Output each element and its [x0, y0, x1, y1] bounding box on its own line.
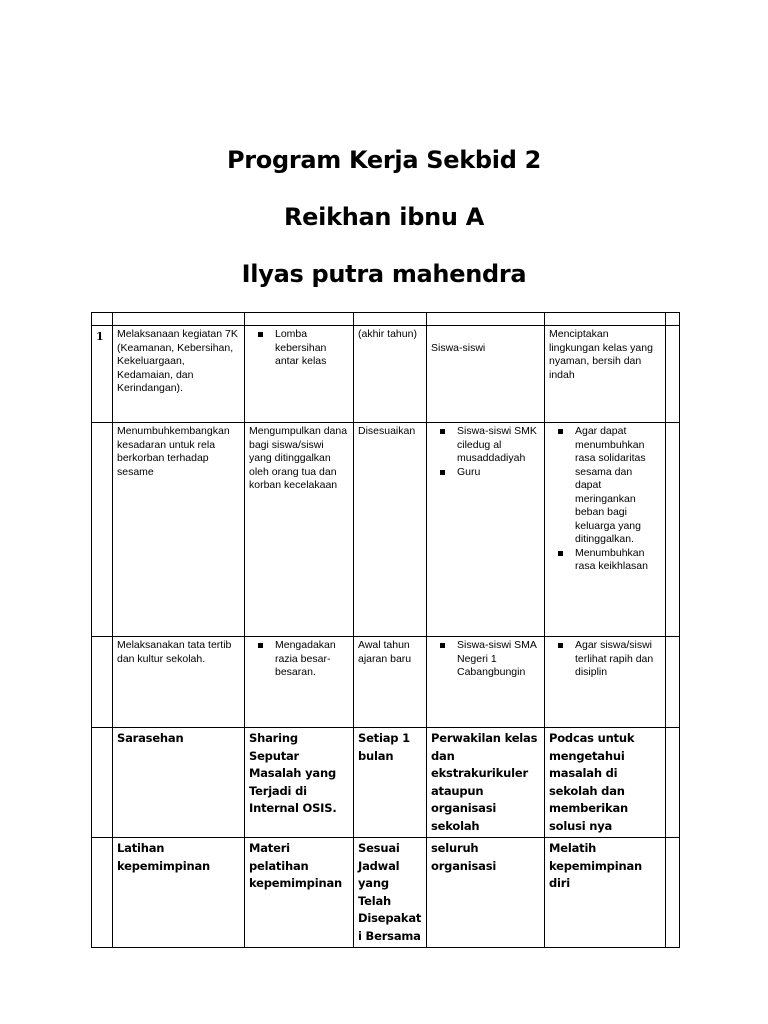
waktu-cell: Awal tahun ajaran baru — [354, 637, 427, 728]
row-number — [92, 637, 113, 728]
sasaran-cell: Siswa-siswi — [427, 326, 545, 423]
table-cell — [666, 637, 680, 728]
table-cell — [666, 313, 680, 326]
table-cell — [545, 313, 666, 326]
table-cell — [666, 838, 680, 948]
table-cell — [666, 326, 680, 423]
document-title: Program Kerja Sekbid 2 — [226, 146, 542, 174]
list-item: Siswa-siswi SMK ciledug al musaddadiyah — [457, 425, 540, 466]
table-row — [92, 728, 680, 838]
table-row — [92, 326, 680, 423]
tujuan-cell — [545, 637, 666, 728]
table-cell — [666, 728, 680, 838]
table-cell — [92, 313, 113, 326]
program-table — [91, 312, 680, 948]
tujuan-cell: Podcas untuk mengetahui masalah di sekolah dan memberikan solusi nya — [545, 728, 666, 838]
list-item: Guru — [457, 466, 540, 480]
table-cell — [113, 313, 245, 326]
bentuk-cell: Sharing Seputar Masalah yang Terjadi di Internal OSIS. — [245, 728, 354, 838]
table-cell — [245, 313, 354, 326]
table-cell — [666, 423, 680, 637]
tujuan-cell: Melatih kepemimpinan diri — [545, 838, 666, 948]
waktu-cell: Disesuaikan — [354, 423, 427, 637]
table-row — [92, 838, 680, 948]
kegiatan-cell: Menumbuhkembangkan kesadaran untuk rela berkorban terhadap sesame — [113, 423, 245, 637]
table-row — [92, 637, 680, 728]
author-name-2: Ilyas putra mahendra — [241, 260, 527, 288]
table-cell — [427, 313, 545, 326]
kegiatan-cell: Latihan kepemimpinan — [113, 838, 245, 948]
tujuan-cell — [545, 423, 666, 637]
bentuk-cell — [245, 637, 354, 728]
list-item: Agar siswa/siswi terlihat rapih dan disiplin — [575, 639, 661, 680]
row-number — [92, 423, 113, 637]
table-row — [92, 423, 680, 637]
bentuk-cell: Materi pelatihan kepemimpinan — [245, 838, 354, 948]
list-item: Menumbuhkan rasa keikhlasan — [575, 547, 661, 574]
row-number — [92, 728, 113, 838]
author-name-1: Reikhan ibnu A — [284, 203, 484, 231]
kegiatan-cell: Sarasehan — [113, 728, 245, 838]
tujuan-cell: Menciptakan lingkungan kelas yang nyaman, bersih dan indah — [545, 326, 666, 423]
sasaran-cell: Perwakilan kelas dan ekstrakurikuler ataupun organisasi sekolah — [427, 728, 545, 838]
waktu-cell: Sesuai Jadwal yang Telah Disepakati Bersama — [354, 838, 427, 948]
kegiatan-cell: Melaksanaan kegiatan 7K (Keamanan, Kebersihan, Kekeluargaan, Kedamaian, dan Kerindangan). — [113, 326, 245, 423]
table-header-row — [92, 313, 680, 326]
list-item: Siswa-siswi SMA Negeri 1 Cabangbungin — [457, 639, 540, 680]
sasaran-cell: seluruh organisasi — [427, 838, 545, 948]
table-cell — [354, 313, 427, 326]
sasaran-cell — [427, 637, 545, 728]
list-item: Agar dapat menumbuhkan rasa solidaritas sesama dan dapat meringankan beban bagi keluarga yang ditinggalkan. — [575, 425, 661, 547]
waktu-cell: Setiap 1 bulan — [354, 728, 427, 838]
list-item: Mengadakan razia besar-besaran. — [275, 639, 349, 680]
kegiatan-cell: Melaksanakan tata tertib dan kultur sekolah. — [113, 637, 245, 728]
list-item: Lomba kebersihan antar kelas — [275, 328, 349, 369]
sasaran-cell — [427, 423, 545, 637]
bentuk-cell: Mengumpulkan dana bagi siswa/siswi yang ditinggalkan oleh orang tua dan korban kecelakaan — [245, 423, 354, 637]
row-number — [92, 838, 113, 948]
waktu-cell: (akhir tahun) — [354, 326, 427, 423]
row-number: 1 — [92, 326, 113, 423]
bentuk-cell — [245, 326, 354, 423]
